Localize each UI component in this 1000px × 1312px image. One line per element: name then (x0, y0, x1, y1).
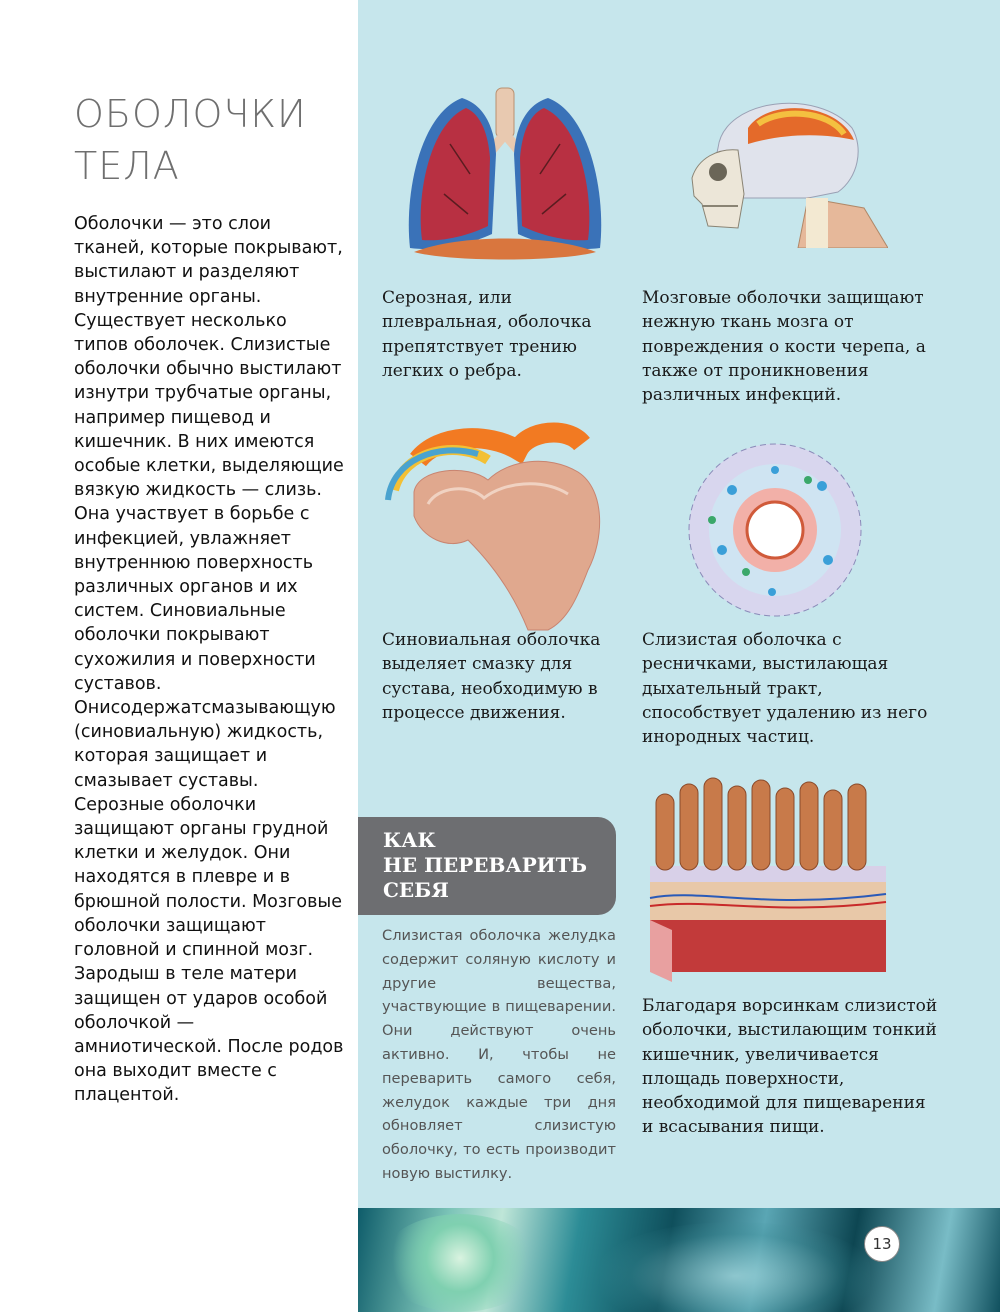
skull-brain-illustration (688, 88, 888, 248)
airway-cross-section-illustration (682, 440, 868, 620)
title-line-1: ОБОЛОЧКИ (74, 92, 307, 136)
caption-serous: Серозная, или плевральная, оболочка препятствует трению легких о ребра. (382, 288, 592, 381)
decorative-cell (600, 1222, 870, 1312)
sidebar-title-line-2: НЕ ПЕРЕВАРИТЬ (383, 853, 588, 877)
sidebar-title-line-3: СЕБЯ (383, 878, 449, 902)
title-line-2: ТЕЛА (74, 144, 180, 188)
intestinal-villi-illustration (642, 770, 888, 982)
decorative-cell (380, 1214, 540, 1312)
synovial-joint-illustration (378, 420, 610, 632)
caption-mucous: Слизистая оболочка с ресничками, выстилающая дыхательный тракт, способствует удалению из него инородных частиц. (642, 630, 928, 748)
caption-brain: Мозговые оболочки защищают нежную ткань мозга от повреждения о кости черепа, а также от проникновения различных инфекций. (642, 288, 926, 406)
sidebar-text: Слизистая оболочка желудка содержит соляную кислоту и другие вещества, участвующие в пищеварении. Они действуют очень активно. И, чтобы не переварить самого себя, желудок каждые три дня обновляет слизистую оболочку, то есть производит новую выстилку. (382, 927, 616, 1182)
lungs-illustration (400, 84, 610, 266)
intro-text: Оболочки — это слои тканей, которые покрывают, выстилают и разделяют внутренние органы. Существует несколько типов оболочек. Слизистые оболочки обычно выстилают изнутри трубчатые органы, например пищевод и кишечник. В них имеются особые клетки, выделяющие вязкую жидкость — слизь. Она участвует в борьбе с инфекцией, увлажняет внутреннюю поверхность различных органов и их систем. Синовиальные оболочки покрывают сухожилия и поверхности суставов. Онисодержатсмазывающую (синовиальную) жидкость, которая защищает и смазывает суставы. Серозные оболочки защищают органы грудной клетки и желудок. Они находятся в плевре и в брюшной полости. Мозговые оболочки защищают головной и спинной мозг. Зародыш в теле матери защищен от ударов особой оболочкой — амниотической. После родов она выходит вместе с плацентой. (74, 214, 344, 1106)
page-number: 13 (864, 1226, 900, 1262)
sidebar-title-line-1: КАК (383, 828, 436, 852)
caption-villi: Благодаря ворсинкам слизистой оболочки, выстилающим тонкий кишечник, увеличивается площадь поверхности, необходимой для пищеварения и всасывания пищи. (642, 996, 938, 1138)
caption-synovial: Синовиальная оболочка выделяет смазку для сустава, необходимую в процессе движения. (382, 630, 601, 723)
page-title (74, 88, 307, 192)
sidebar-title (383, 828, 587, 903)
